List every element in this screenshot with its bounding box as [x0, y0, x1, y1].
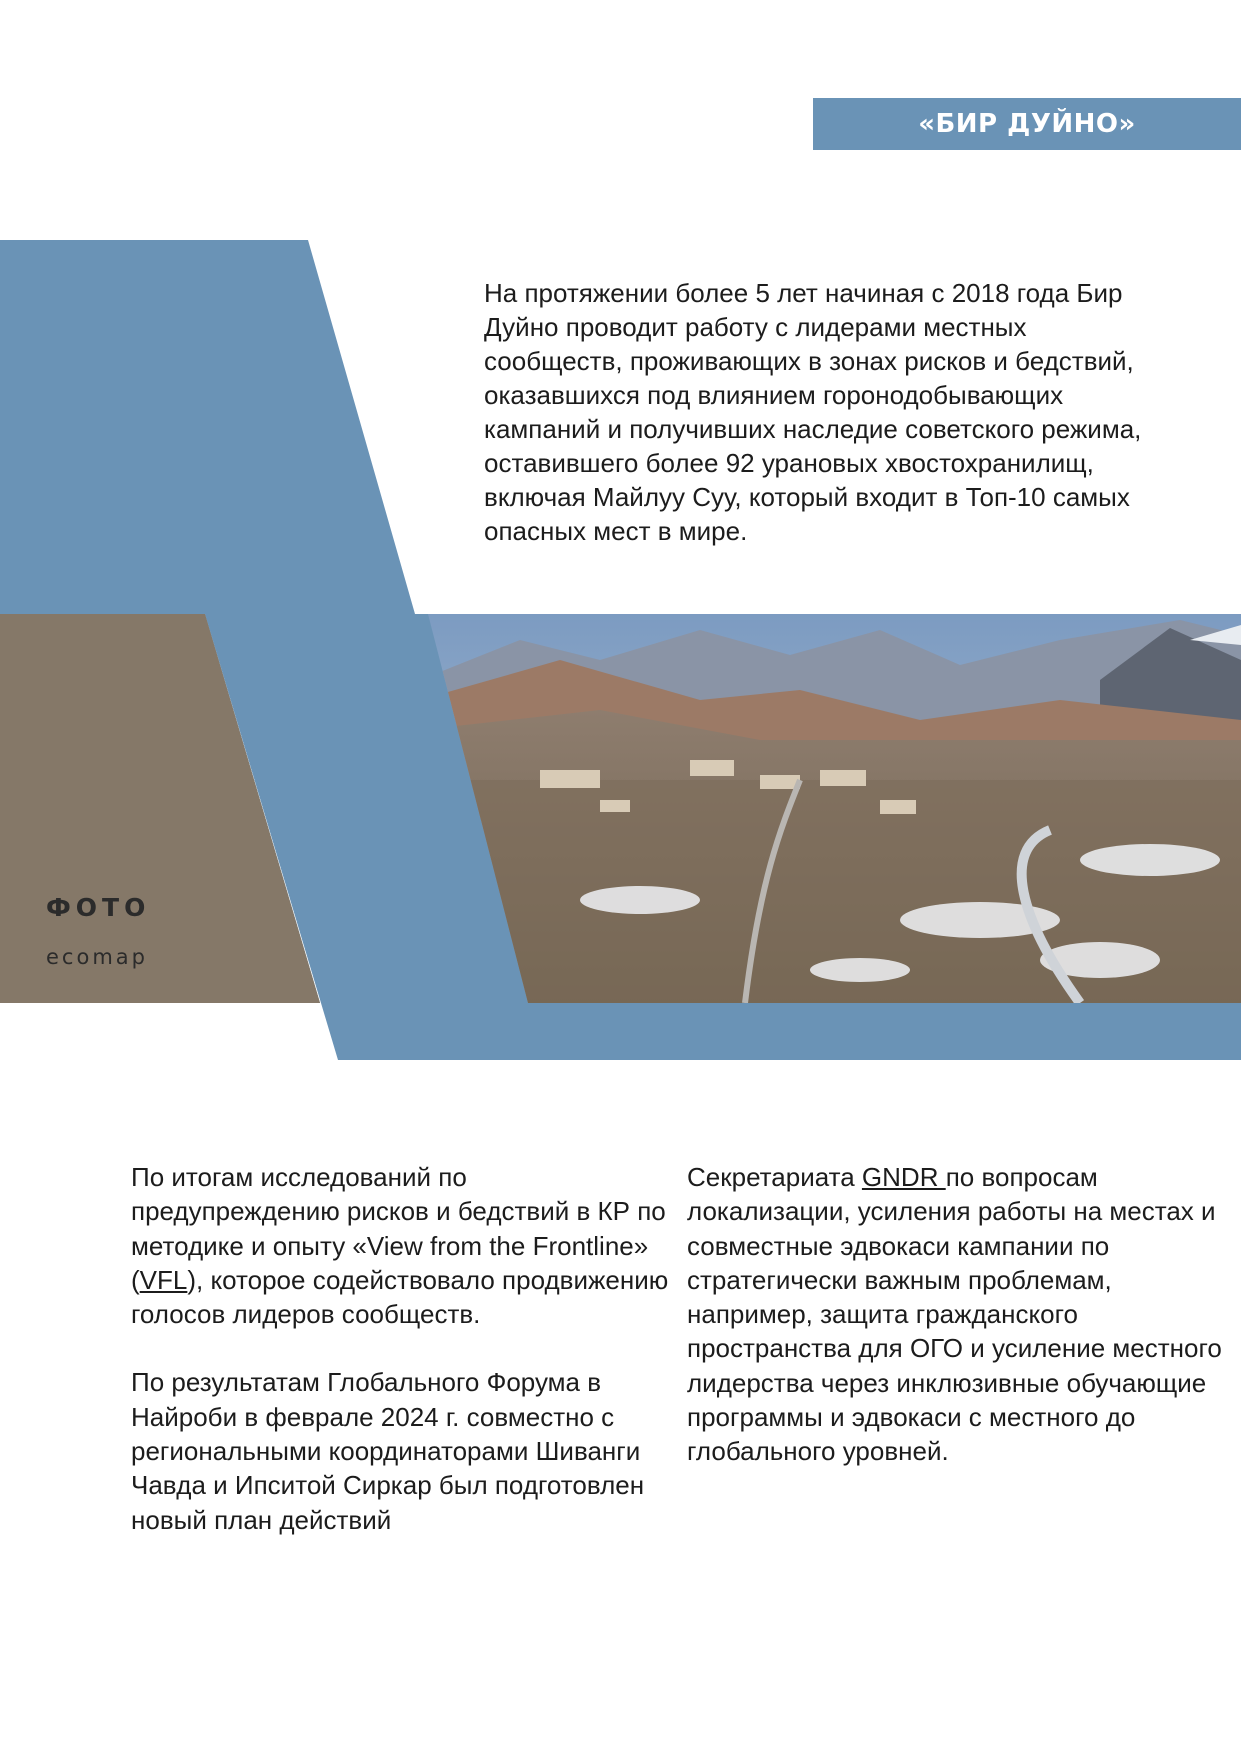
vfl-link[interactable]: VFL	[139, 1264, 188, 1295]
photo-label: ФОТО	[46, 893, 151, 922]
intro-paragraph: На протяжении более 5 лет начиная с 2018 года Бир Дуйно проводит работу с лидерами местных сообществ, проживающих в зонах рисков и бедствий, оказавшихся под влиянием горонодобывающих кампаний и получивших наследие советского режима, оставившего более 92 урановых хвостохранилищ, включая Майлуу Суу, который входит в Топ-10 самых опасных мест в мире.	[484, 278, 1142, 546]
left-column	[131, 1160, 671, 1537]
photo-credit: ecomap	[46, 945, 148, 969]
right-column	[687, 1160, 1227, 1469]
gndr-link[interactable]: GNDR	[861, 1162, 946, 1192]
right-paragraph: Секретариата GNDR по вопросам локализации, усиления работы на местах и совместные эдвокаси кампании по стратегически важным проблемам, например, защита гражданского пространства для ОГО и усиление местного лидерства через инклюзивные обучающие программы и эдвокаси с местного до глобального уровней.	[687, 1162, 1222, 1467]
section-header-tag: «БИР ДУЙНО»	[813, 98, 1241, 150]
left-paragraph-1: По итогам исследований по предупреждению рисков и бедствий в КР по методике и опыту «View from the Frontline» (VFL), которое содействовало продвижению голосов лидеров сообществ.	[131, 1162, 669, 1330]
left-paragraph-2: По результатам Глобального Форума в Найроби в феврале 2024 г. совместно с региональными координаторами Шиванги Чавда и Ипситой Сиркар был подготовлен новый план действий	[131, 1367, 645, 1535]
valley-town-photo	[420, 614, 1241, 1003]
